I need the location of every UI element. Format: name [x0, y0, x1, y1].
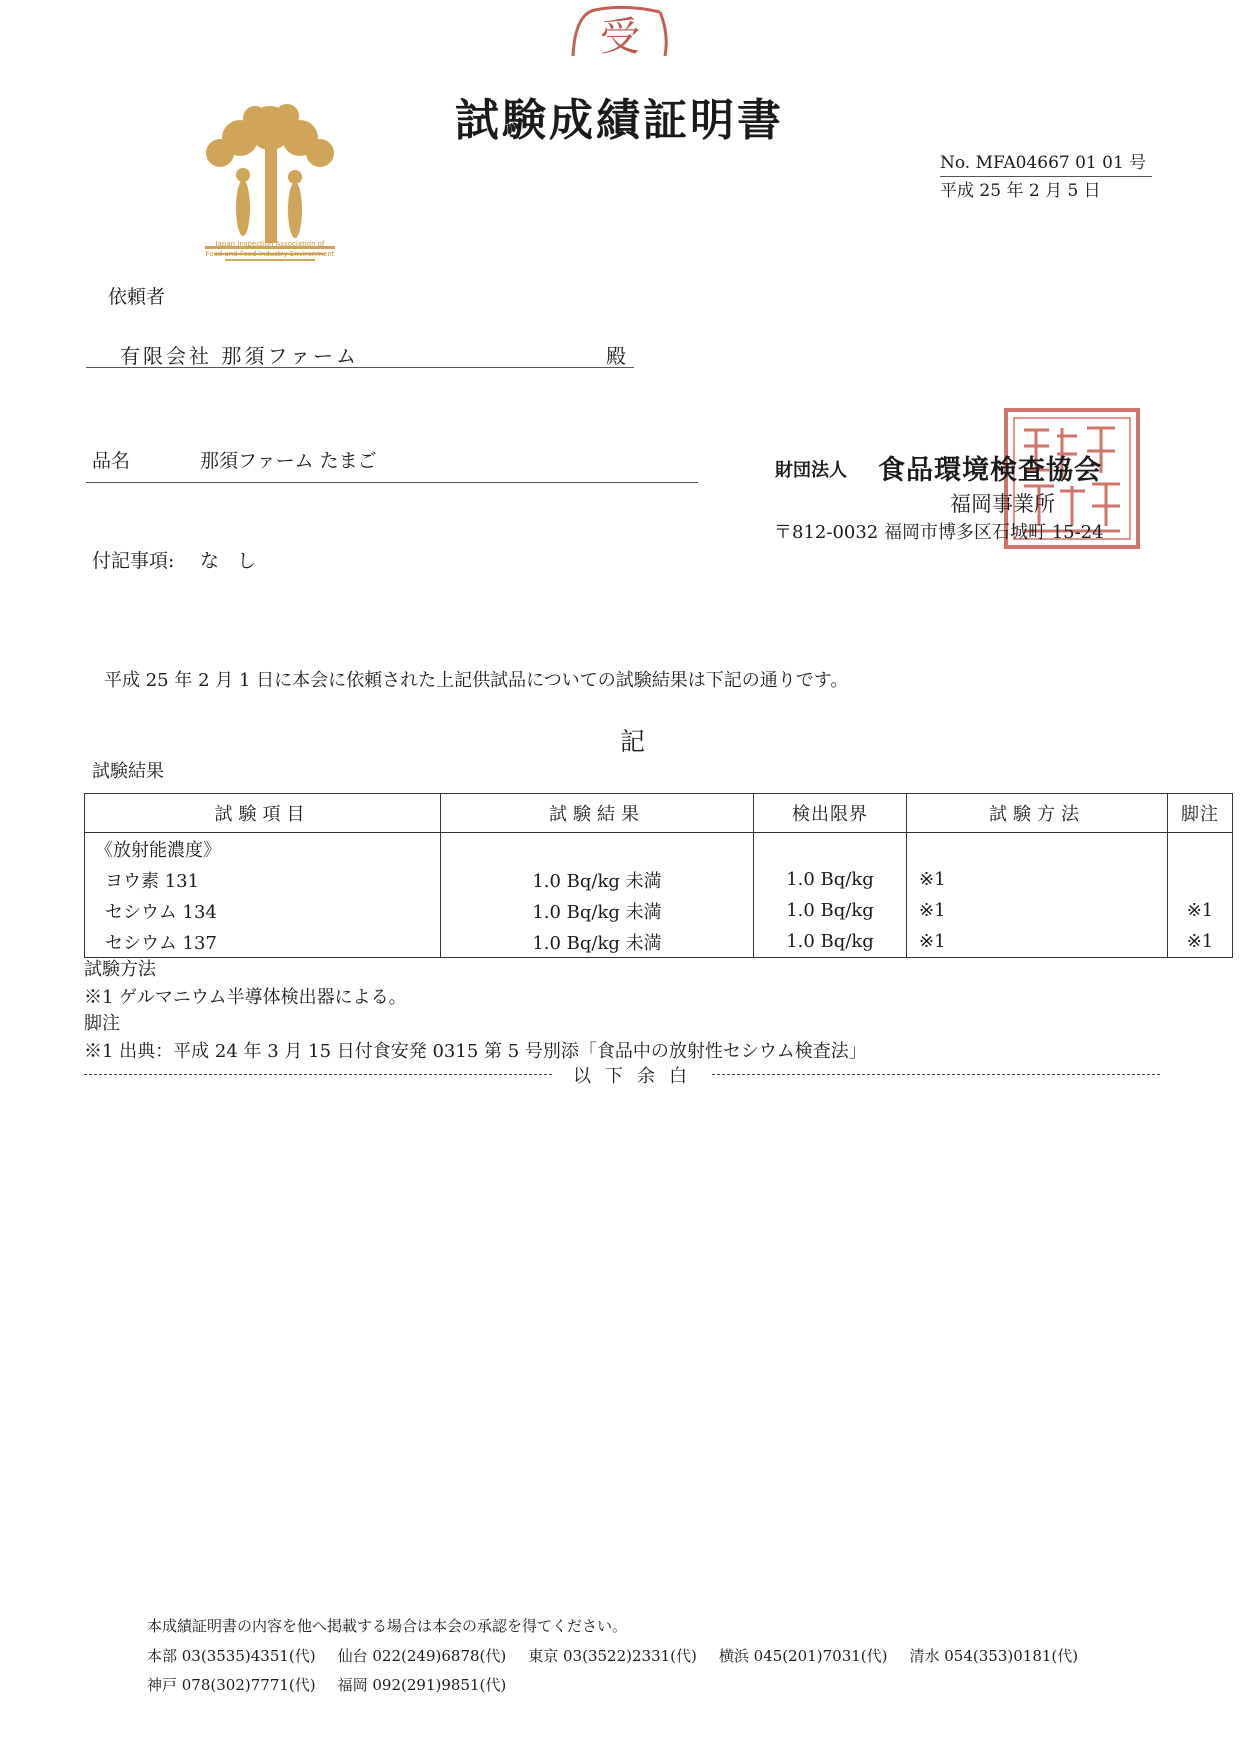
product-name: 那須ファーム たまご [200, 450, 377, 472]
issuer-address: 〒812-0032 福岡市博多区石城町 15-24 [774, 522, 1104, 543]
header-test-method: 試験方法 [907, 794, 1168, 833]
row-result: 1.0 Bq/kg 未満 [441, 864, 754, 895]
client-label: 依頼者 [108, 286, 166, 308]
footer-office: 清水 054(353)0181(代) [909, 1647, 1079, 1665]
row-result: 1.0 Bq/kg 未満 [441, 895, 754, 926]
issuer-office: 福岡事業所 [950, 492, 1055, 516]
table-group-row [85, 833, 1233, 865]
statement-text: 平成 25 年 2 月 1 日に本会に依頼された上記供試品についての試験結果は下記の通りです。 [104, 670, 849, 691]
client-underline [86, 367, 634, 368]
results-table [84, 793, 1233, 958]
dashed-divider-right [712, 1074, 1160, 1075]
received-stamp [565, 4, 675, 64]
method-note: ※1 ゲルマニウム半導体検出器による。 [84, 987, 407, 1008]
row-footnote [1168, 864, 1233, 895]
results-heading: 試験結果 [92, 761, 164, 782]
issue-date: 平成 25 年 2 月 5 日 [940, 181, 1101, 201]
row-limit: 1.0 Bq/kg [754, 895, 907, 926]
footer-offices-row1 [147, 1645, 1100, 1666]
group-label: 《放射能濃度》 [85, 833, 441, 865]
footer-offices-row2 [147, 1674, 528, 1695]
header-detection-limit: 検出限界 [754, 794, 907, 833]
row-result: 1.0 Bq/kg 未満 [441, 926, 754, 958]
table-row [85, 895, 1233, 926]
header-test-item: 試験項目 [85, 794, 441, 833]
stamp-text: 受 [600, 14, 640, 60]
row-method: ※1 [907, 895, 1168, 926]
issuer-name: 食品環境検査協会 [878, 455, 1102, 486]
document-title: 試験成績証明書 [455, 95, 784, 146]
product-label: 品名 [92, 450, 131, 472]
issuer-type: 財団法人 [775, 460, 847, 481]
table-header-row [85, 794, 1233, 833]
ki-heading: 記 [620, 727, 646, 756]
client-honorific: 殿 [606, 344, 626, 368]
header-test-result: 試験結果 [441, 794, 754, 833]
notes-label: 付記事項: [92, 550, 175, 572]
dashed-divider-left [84, 1074, 552, 1075]
footer-notice: 本成績証明書の内容を他へ掲載する場合は本会の承認を得てください。 [147, 1617, 628, 1635]
row-item: セシウム 137 [85, 926, 441, 958]
row-method: ※1 [907, 926, 1168, 958]
logo-caption-line2: Food and Food Industry Environment [205, 250, 335, 258]
footer-office: 神戸 078(302)7771(代) [147, 1676, 316, 1694]
client-name: 有限会社 那須ファーム [120, 344, 359, 368]
row-item: セシウム 134 [85, 895, 441, 926]
product-underline [86, 482, 698, 483]
footer-office: 仙台 022(249)6878(代) [337, 1647, 507, 1665]
row-limit: 1.0 Bq/kg [754, 926, 907, 958]
footer-office: 本部 03(3535)4351(代) [147, 1647, 316, 1665]
below-blank-text: 以下余白 [573, 1066, 701, 1087]
header-footnote: 脚注 [1168, 794, 1233, 833]
certificate-number: No. MFA04667 01 01 号 [940, 148, 1152, 177]
footer-office: 福岡 092(291)9851(代) [337, 1676, 507, 1694]
row-footnote: ※1 [1168, 926, 1233, 958]
method-heading: 試験方法 [84, 959, 156, 980]
row-limit: 1.0 Bq/kg [754, 864, 907, 895]
footer-office: 東京 03(3522)2331(代) [528, 1647, 697, 1665]
table-row [85, 926, 1233, 958]
footnote-heading: 脚注 [84, 1013, 120, 1034]
footer-office: 横浜 045(201)7031(代) [718, 1647, 888, 1665]
footnote-note: ※1 出典：平成 24 年 3 月 15 日付食安発 0315 第 5 号別添「食品中の放射性セシウム検査法」 [84, 1041, 867, 1062]
notes-value: なし [200, 550, 275, 572]
table-row [85, 864, 1233, 895]
row-item: ヨウ素 131 [85, 864, 441, 895]
row-footnote: ※1 [1168, 895, 1233, 926]
row-method: ※1 [907, 864, 1168, 895]
logo-caption-line1: Japan Inspection Association of [215, 240, 325, 248]
